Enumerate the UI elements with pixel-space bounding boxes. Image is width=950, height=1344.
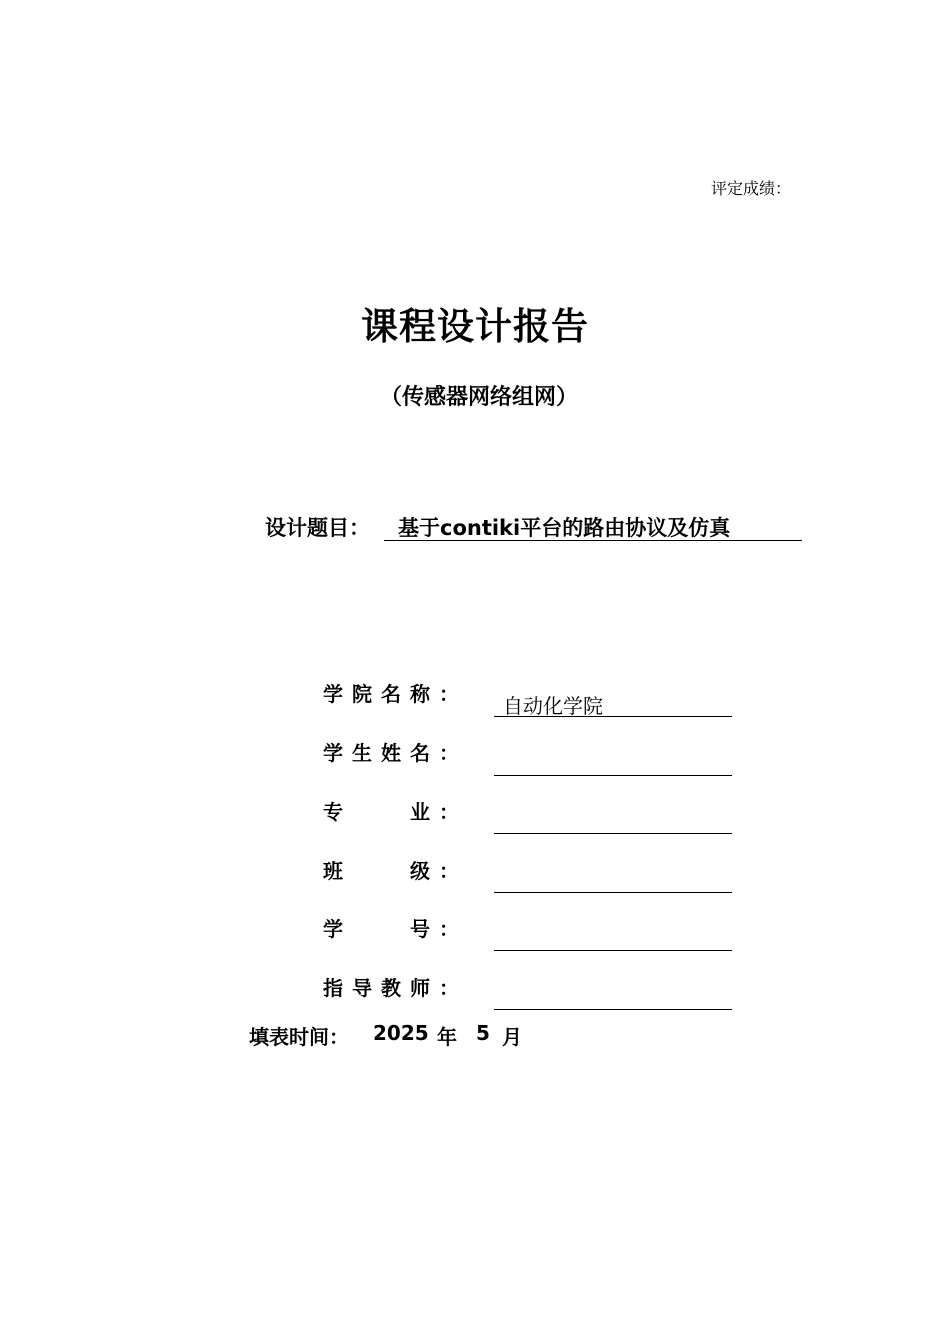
report-title: 课程设计报告 bbox=[361, 305, 589, 348]
major-label: 专 业： bbox=[323, 800, 468, 824]
fill-time-month-unit: 月 bbox=[502, 1025, 522, 1049]
fill-time-label: 填表时间： bbox=[249, 1025, 349, 1049]
topic-label: 设计题目： bbox=[265, 516, 370, 540]
fill-time-year-unit: 年 bbox=[437, 1025, 457, 1049]
student-name-field[interactable] bbox=[494, 775, 732, 776]
report-subtitle: （传感器网络组网） bbox=[380, 385, 579, 410]
major-field[interactable] bbox=[494, 833, 732, 834]
grade-label: 评定成绩： bbox=[711, 179, 792, 198]
student-id-field[interactable] bbox=[494, 950, 732, 951]
college-name-label: 学院名称： bbox=[323, 682, 468, 706]
advisor-label: 指导教师： bbox=[323, 976, 468, 1000]
college-name-value: 自动化学院 bbox=[503, 694, 603, 718]
student-name-label: 学生姓名： bbox=[323, 741, 468, 765]
topic-value: 基于contiki平台的路由协议及仿真 bbox=[398, 516, 731, 540]
college-name-field[interactable] bbox=[494, 716, 732, 717]
fill-time-year: 2025 bbox=[373, 1021, 429, 1045]
fill-time-month: 5 bbox=[476, 1021, 490, 1045]
student-id-label: 学 号： bbox=[323, 917, 468, 941]
class-field[interactable] bbox=[494, 892, 732, 893]
advisor-field[interactable] bbox=[494, 1009, 732, 1010]
topic-underline bbox=[384, 540, 802, 541]
class-label: 班 级： bbox=[323, 859, 468, 883]
